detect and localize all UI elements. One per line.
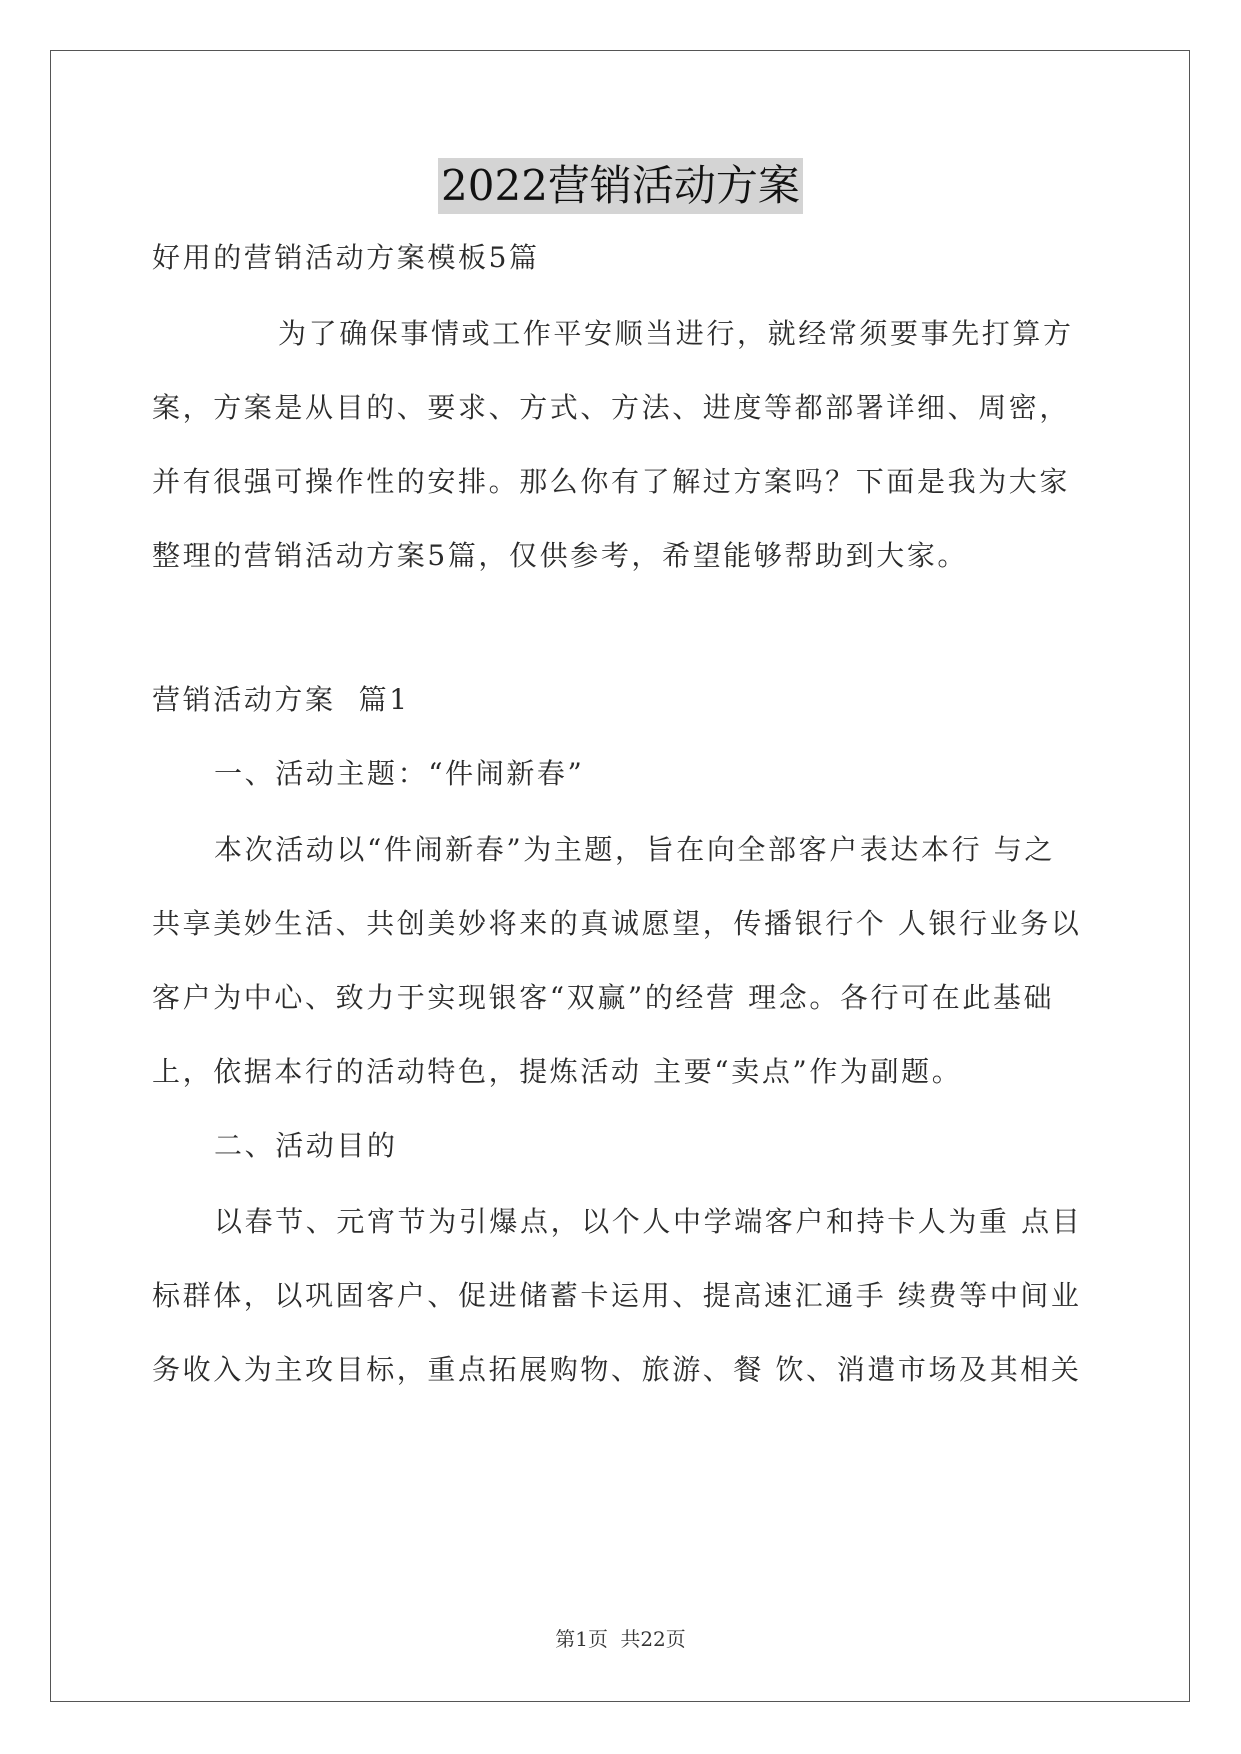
page-border [50,50,1190,1702]
paragraph-line: 务收入为主攻目标，重点拓展购物、旅游、餐 饮、消遣市场及其相关 [152,1353,1082,1386]
document-title: 2022营销活动方案 [438,158,803,214]
title-container [0,158,1241,214]
section-heading: 营销活动方案 篇1 [152,683,410,716]
intro-line: 整理的营销活动方案5篇，仅供参考，希望能够帮助到大家。 [152,539,969,572]
paragraph-line: 标群体，以巩固客户、促进储蓄卡运用、提高速汇通手 续费等中间业 [152,1279,1082,1312]
paragraph-line: 共享美妙生活、共创美妙将来的真诚愿望，传播银行个 人银行业务以 [152,907,1082,940]
paragraph-line: 本次活动以“件闹新春”为主题，旨在向全部客户表达本行 与之 [214,833,1055,866]
intro-line: 并有很强可操作性的安排。那么你有了解过方案吗？下面是我为大家 [152,465,1071,498]
heading-activity-theme: 一、活动主题：“件闹新春” [214,757,585,790]
paragraph-line: 以春节、元宵节为引爆点，以个人中学端客户和持卡人为重 点目 [214,1205,1083,1238]
intro-line: 案，方案是从目的、要求、方式、方法、进度等都部署详细、周密， [152,391,1071,424]
paragraph-line: 上，依据本行的活动特色，提炼活动 主要“卖点”作为副题。 [152,1055,963,1088]
heading-activity-purpose: 二、活动目的 [214,1129,398,1162]
page-number-footer: 第1页 共22页 [555,1627,686,1651]
intro-line: 为了确保事情或工作平安顺当进行，就经常须要事先打算方 [278,317,1074,350]
paragraph-line: 客户为中心、致力于实现银客“双赢”的经营 理念。各行可在此基础 [152,981,1055,1014]
document-subtitle: 好用的营销活动方案模板5篇 [152,241,540,274]
